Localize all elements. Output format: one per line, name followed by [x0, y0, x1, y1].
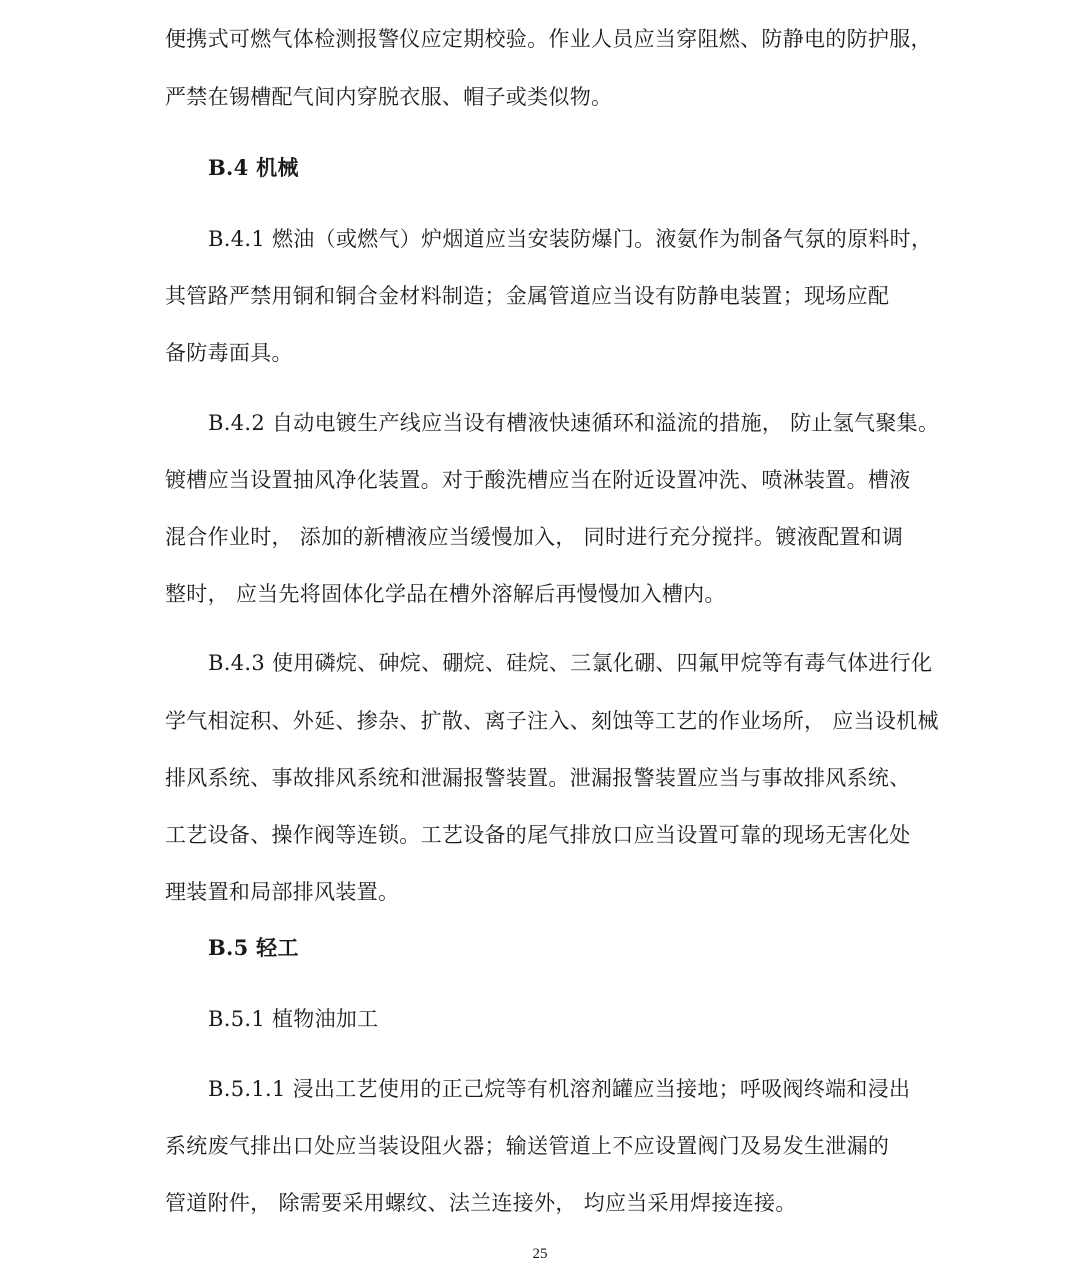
paragraph-line: B.4.3 使用磷烷、砷烷、硼烷、硅烷、三氯化硼、四氟甲烷等有毒气体进行化: [208, 651, 933, 675]
paragraph-line: 管道附件， 除需要采用螺纹、法兰连接外， 均应当采用焊接连接。: [165, 1191, 797, 1215]
paragraph-line: 备防毒面具。: [165, 341, 293, 365]
paragraph-line: B.5.1.1 浸出工艺使用的正己烷等有机溶剂罐应当接地；呼吸阀终端和浸出: [208, 1077, 911, 1101]
paragraph-line: 排风系统、事故排风系统和泄漏报警装置。泄漏报警装置应当与事故排风系统、: [165, 766, 911, 790]
paragraph-line: 其管路严禁用铜和铜合金材料制造；金属管道应当设有防静电装置；现场应配: [165, 284, 890, 308]
paragraph-line: B.4.1 燃油（或燃气）炉烟道应当安装防爆门。液氨作为制备气氛的原料时，: [208, 227, 933, 251]
paragraph-line: 整时， 应当先将固体化学品在槽外溶解后再慢慢加入槽内。: [165, 582, 726, 606]
paragraph-line: 系统废气排出口处应当装设阻火器；输送管道上不应设置阀门及易发生泄漏的: [165, 1134, 890, 1158]
paragraph-line: 理装置和局部排风装置。: [165, 880, 400, 904]
paragraph-line: 学气相淀积、外延、掺杂、扩散、离子注入、刻蚀等工艺的作业场所， 应当设机械: [165, 709, 939, 733]
paragraph-line: 混合作业时， 添加的新槽液应当缓慢加入， 同时进行充分搅拌。镀液配置和调: [165, 525, 904, 549]
paragraph-line: 工艺设备、操作阀等连锁。工艺设备的尾气排放口应当设置可靠的现场无害化处: [165, 823, 911, 847]
paragraph-line: 镀槽应当设置抽风净化装置。对于酸洗槽应当在附近设置冲洗、喷淋装置。槽液: [165, 468, 911, 492]
section-heading-b5: B.5 轻工: [208, 935, 299, 960]
page-number: 25: [532, 1246, 548, 1262]
paragraph-line: B.4.2 自动电镀生产线应当设有槽液快速循环和溢流的措施， 防止氢气聚集。: [208, 411, 940, 435]
paragraph-line: 严禁在锡槽配气间内穿脱衣服、帽子或类似物。: [165, 85, 613, 109]
paragraph-line: 便携式可燃气体检测报警仪应定期校验。作业人员应当穿阻燃、防静电的防护服，: [165, 27, 932, 51]
subsection-heading: B.5.1 植物油加工: [208, 1007, 379, 1031]
section-heading-b4: B.4 机械: [208, 155, 299, 180]
